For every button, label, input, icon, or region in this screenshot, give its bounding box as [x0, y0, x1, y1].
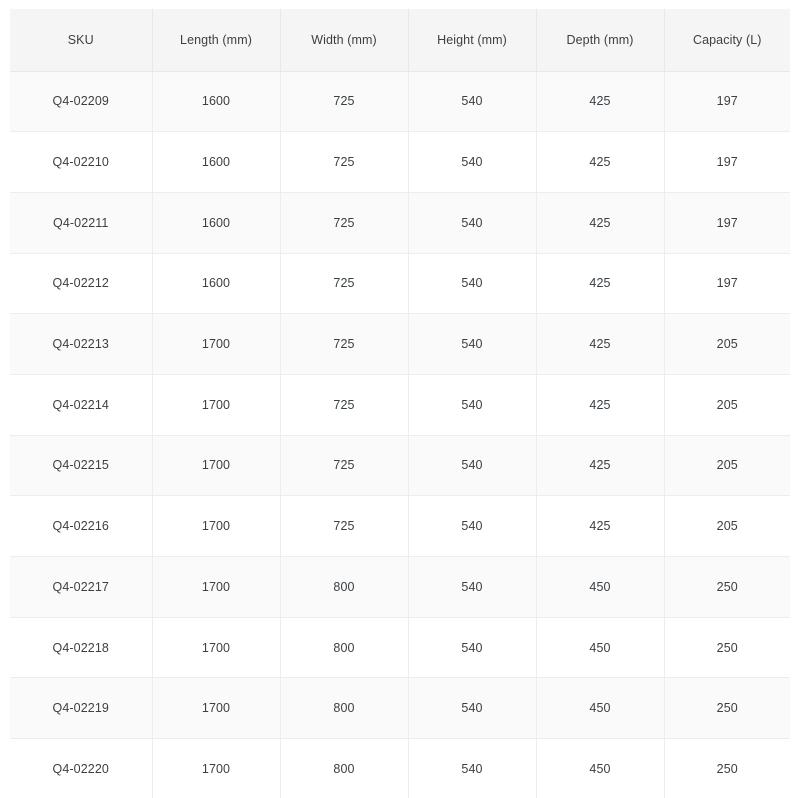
- cell-capacity: 205: [664, 314, 790, 375]
- cell-depth: 425: [536, 496, 664, 557]
- table-row: [10, 557, 790, 618]
- cell-sku: Q4-02209: [10, 71, 152, 132]
- cell-length: 1700: [152, 435, 280, 496]
- table-row: [10, 374, 790, 435]
- cell-height: 540: [408, 253, 536, 314]
- cell-length: 1600: [152, 192, 280, 253]
- table-row: [10, 617, 790, 678]
- cell-height: 540: [408, 435, 536, 496]
- cell-width: 725: [280, 496, 408, 557]
- cell-length: 1700: [152, 496, 280, 557]
- cell-capacity: 250: [664, 678, 790, 739]
- cell-depth: 450: [536, 557, 664, 618]
- cell-capacity: 197: [664, 71, 790, 132]
- cell-depth: 425: [536, 192, 664, 253]
- cell-capacity: 197: [664, 132, 790, 193]
- cell-width: 800: [280, 617, 408, 678]
- cell-depth: 450: [536, 678, 664, 739]
- cell-depth: 425: [536, 374, 664, 435]
- cell-length: 1700: [152, 314, 280, 375]
- cell-capacity: 250: [664, 739, 790, 798]
- cell-length: 1700: [152, 557, 280, 618]
- cell-height: 540: [408, 739, 536, 798]
- table-body: [10, 71, 790, 798]
- cell-width: 800: [280, 739, 408, 798]
- column-header-length: Length (mm): [152, 9, 280, 71]
- cell-sku: Q4-02219: [10, 678, 152, 739]
- cell-capacity: 205: [664, 496, 790, 557]
- cell-capacity: 250: [664, 617, 790, 678]
- cell-sku: Q4-02214: [10, 374, 152, 435]
- cell-height: 540: [408, 557, 536, 618]
- table-row: [10, 253, 790, 314]
- cell-width: 725: [280, 192, 408, 253]
- cell-capacity: 250: [664, 557, 790, 618]
- cell-length: 1600: [152, 253, 280, 314]
- cell-length: 1700: [152, 678, 280, 739]
- cell-height: 540: [408, 132, 536, 193]
- cell-height: 540: [408, 374, 536, 435]
- cell-width: 725: [280, 435, 408, 496]
- product-dimensions-table: [10, 9, 790, 798]
- cell-depth: 425: [536, 314, 664, 375]
- column-header-width: Width (mm): [280, 9, 408, 71]
- cell-width: 725: [280, 71, 408, 132]
- cell-width: 725: [280, 132, 408, 193]
- table-row: [10, 132, 790, 193]
- table-row: [10, 739, 790, 798]
- cell-depth: 450: [536, 739, 664, 798]
- table-row: [10, 678, 790, 739]
- table-row: [10, 192, 790, 253]
- cell-sku: Q4-02210: [10, 132, 152, 193]
- column-header-depth: Depth (mm): [536, 9, 664, 71]
- cell-capacity: 197: [664, 192, 790, 253]
- cell-sku: Q4-02216: [10, 496, 152, 557]
- cell-depth: 425: [536, 71, 664, 132]
- cell-length: 1600: [152, 71, 280, 132]
- cell-capacity: 205: [664, 435, 790, 496]
- cell-height: 540: [408, 192, 536, 253]
- cell-width: 725: [280, 253, 408, 314]
- table-header: [10, 9, 790, 71]
- cell-height: 540: [408, 678, 536, 739]
- cell-width: 800: [280, 557, 408, 618]
- cell-sku: Q4-02212: [10, 253, 152, 314]
- cell-height: 540: [408, 314, 536, 375]
- table-row: [10, 71, 790, 132]
- table-row: [10, 496, 790, 557]
- cell-depth: 425: [536, 435, 664, 496]
- cell-depth: 425: [536, 253, 664, 314]
- cell-height: 540: [408, 617, 536, 678]
- cell-width: 725: [280, 314, 408, 375]
- cell-length: 1700: [152, 374, 280, 435]
- cell-sku: Q4-02220: [10, 739, 152, 798]
- cell-length: 1700: [152, 617, 280, 678]
- cell-sku: Q4-02215: [10, 435, 152, 496]
- cell-width: 725: [280, 374, 408, 435]
- cell-sku: Q4-02213: [10, 314, 152, 375]
- cell-length: 1700: [152, 739, 280, 798]
- table-row: [10, 314, 790, 375]
- cell-sku: Q4-02218: [10, 617, 152, 678]
- cell-depth: 425: [536, 132, 664, 193]
- cell-width: 800: [280, 678, 408, 739]
- column-header-sku: SKU: [10, 9, 152, 71]
- cell-capacity: 197: [664, 253, 790, 314]
- table-header-row: [10, 9, 790, 71]
- cell-capacity: 205: [664, 374, 790, 435]
- cell-depth: 450: [536, 617, 664, 678]
- column-header-capacity: Capacity (L): [664, 9, 790, 71]
- cell-height: 540: [408, 496, 536, 557]
- table-row: [10, 435, 790, 496]
- cell-length: 1600: [152, 132, 280, 193]
- cell-sku: Q4-02211: [10, 192, 152, 253]
- cell-height: 540: [408, 71, 536, 132]
- column-header-height: Height (mm): [408, 9, 536, 71]
- cell-sku: Q4-02217: [10, 557, 152, 618]
